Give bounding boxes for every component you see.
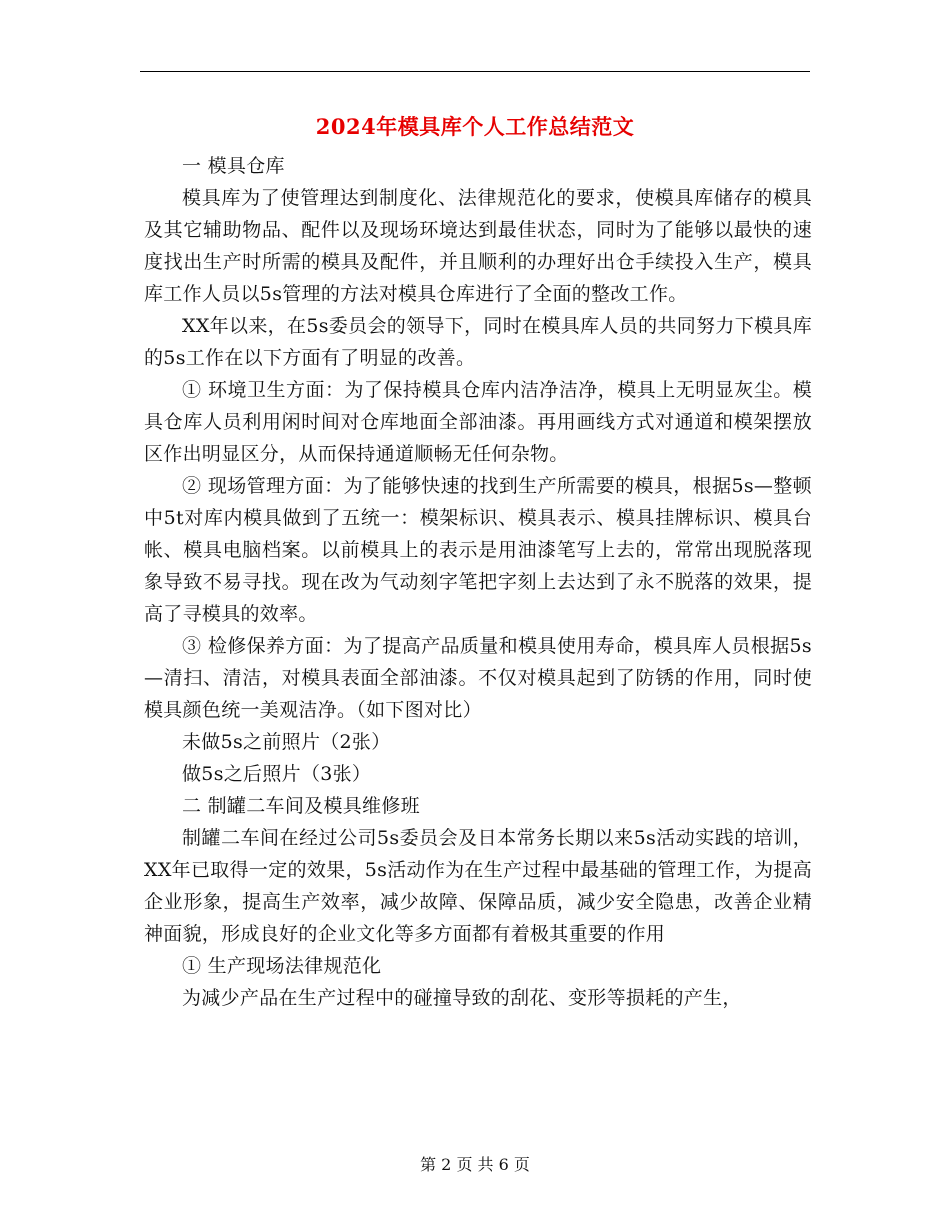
paragraph-reduce-damage: 为减少产品在生产过程中的碰撞导致的刮花、变形等损耗的产生，: [182, 987, 742, 1009]
paragraph-mold-warehouse-intro: 模具库为了使管理达到制度化、法律规范化的要求，使模具库储存的模具及其它辅助物品、配件以及现场环境达到最佳状态，同时为了能够以最快的速度找出生产时所需的模具及配件，并且顺利的办理好出仓手续投入生产，模具库工作人员以5s管理的方法对模具仓库进行了全面的整改工作。: [144, 187, 812, 305]
paragraph-workshop-intro: 制罐二车间在经过公司5s委员会及日本常务长期以来5s活动实践的培训，XX年已取得一定的效果，5s活动作为在生产过程中最基础的管理工作，为提高企业形象，提高生产效率，减少故障、保障品质，减少安全隐患，改善企业精神面貌，形成良好的企业文化等多方面都有着极其重要的作用: [144, 827, 812, 945]
header-rule: [140, 71, 810, 72]
paragraph-improvements: XX年以来，在5s委员会的领导下，同时在模具库人员的共同努力下模具库的5s工作在以下方面有了明显的改善。: [144, 315, 812, 369]
page-number: 第 2 页 共 6 页: [420, 1155, 530, 1174]
paragraph-environment: ① 环境卫生方面：为了保持模具仓库内洁净洁净，模具上无明显灰尘。模具仓库人员利用闲时间对仓库地面全部油漆。再用画线方式对通道和模架摆放区作出明显区分，从而保持通道顺畅无任何杂物。: [144, 379, 812, 465]
caption-after-photos: 做5s之后照片（3张）: [182, 763, 372, 785]
heading-workshop: 二 制罐二车间及模具维修班: [182, 795, 420, 817]
caption-before-photos: 未做5s之前照片（2张）: [182, 731, 391, 753]
subheading-site-standardization: ① 生产现场法律规范化: [182, 955, 382, 977]
paragraph-site-management: ② 现场管理方面：为了能够快速的找到生产所需要的模具，根据5s—整顿中5t对库内模具做到了五统一：模架标识、模具表示、模具挂牌标识、模具台帐、模具电脑档案。以前模具上的表示是用油漆笔写上去的，常常出现脱落现象导致不易寻找。现在改为气动刻字笔把字刻上去达到了永不脱落的效果，提高了寻模具的效率。: [144, 475, 812, 625]
heading-mold-warehouse: 一 模具仓库: [182, 155, 285, 177]
paragraph-maintenance: ③ 检修保养方面：为了提高产品质量和模具使用寿命，模具库人员根据5s—清扫、清洁，对模具表面全部油漆。不仅对模具起到了防锈的作用，同时使模具颜色统一美观洁净。（如下图对比）: [144, 635, 812, 721]
document-title: 2024年模具库个人工作总结范文: [315, 114, 635, 139]
document-body: [144, 150, 812, 1014]
